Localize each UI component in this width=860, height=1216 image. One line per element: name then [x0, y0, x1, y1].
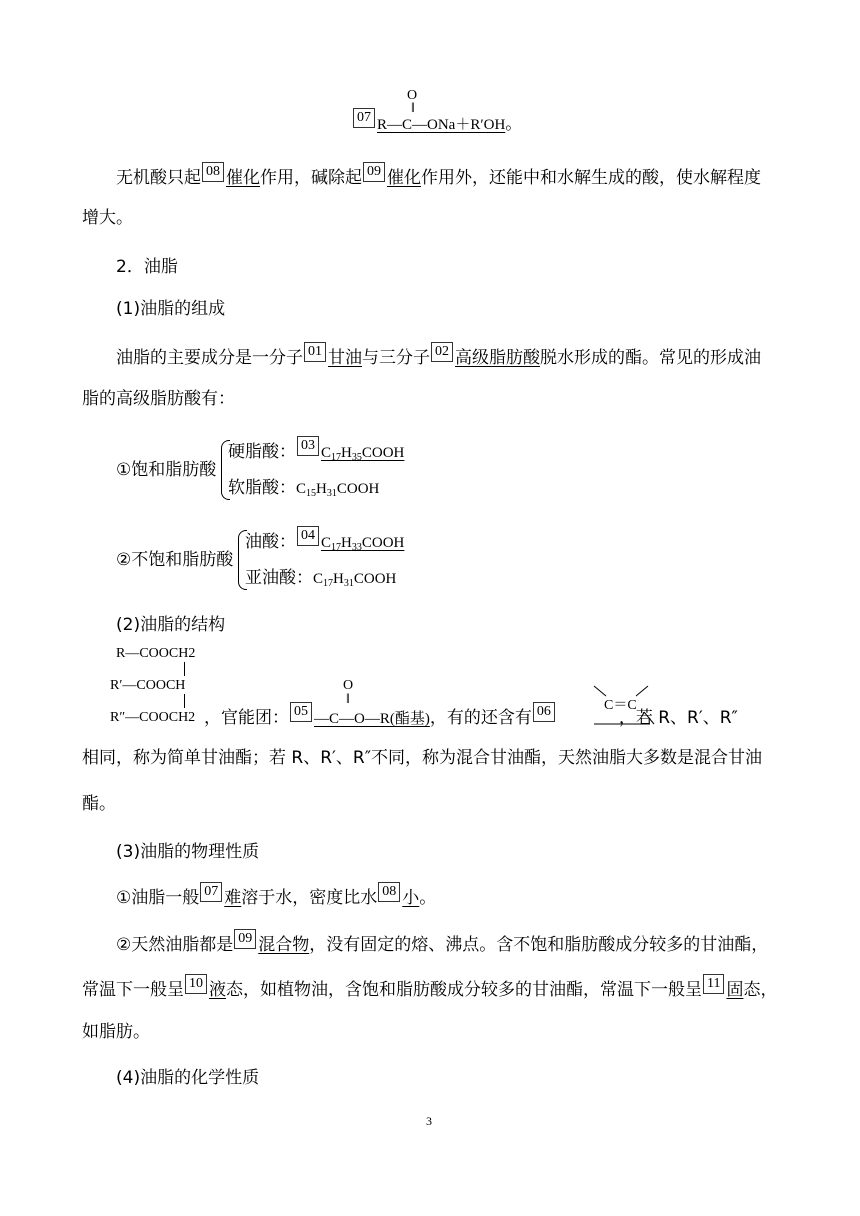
text: 态，如植物油，含饱和脂肪酸成分较多的甘油酯，常温下一般呈 — [226, 980, 702, 1000]
unsaturated-label: ②不饱和脂肪酸 — [116, 550, 234, 570]
stearic-acid-formula: $C_{17}H_{35}COOH$ — [321, 445, 405, 463]
text: 常温下一般呈 — [82, 980, 184, 1000]
oleic-acid-line — [245, 530, 404, 555]
paragraph-line — [116, 886, 436, 910]
answer-box: 11 — [703, 974, 724, 994]
paragraph-line: 如脂肪。 — [82, 1022, 150, 1042]
answer-box: 05 — [290, 702, 312, 722]
text: 作用外，还能中和水解生成的酸，使水解程度 — [421, 168, 761, 188]
answer-text: 固 — [726, 980, 744, 1000]
text: ①油脂一般 — [116, 888, 200, 908]
answer-box: 03 — [297, 436, 319, 456]
answer-box: 07 — [200, 882, 222, 902]
formula-double-bond: ‖ — [411, 101, 415, 116]
palmitic-acid-line — [228, 476, 379, 501]
text: 与三分子 — [362, 348, 430, 368]
answer-box: 06 — [533, 702, 555, 722]
paragraph-line: 增大。 — [82, 208, 133, 228]
glyceride-row-3: R″—COOCH2 — [110, 710, 196, 725]
stearic-acid-line — [228, 440, 404, 465]
oleic-acid-formula: $C_{17}H_{33}COOH$ — [321, 535, 405, 553]
stearic-acid-label: 硬脂酸： — [228, 442, 296, 462]
text: 脱水形成的酯。常见的形成油 — [540, 348, 761, 368]
section-heading: 2．油脂 — [116, 257, 178, 277]
answer-text: 催化 — [387, 168, 421, 188]
oleic-acid-label: 油酸： — [245, 532, 296, 552]
formula-saponification-product: R—C—ONa＋R′OH — [377, 117, 506, 133]
paragraph-line — [116, 346, 761, 370]
paragraph-line: 酯。 — [82, 794, 116, 814]
bond — [184, 662, 185, 676]
paragraph-line — [116, 166, 761, 190]
answer-box: 09 — [234, 929, 256, 949]
answer-box: 10 — [185, 974, 207, 994]
text: ，没有固定的熔、沸点。含不饱和脂肪酸成分较多的甘油酯， — [309, 935, 769, 955]
linoleic-acid-formula: $C_{17}H_{31}COOH$ — [313, 571, 397, 589]
page-number: 3 — [426, 1114, 432, 1128]
answer-box: 07 — [353, 108, 375, 128]
palmitic-acid-formula: $C_{15}H_{31}COOH$ — [296, 481, 380, 499]
top-formula — [352, 112, 522, 137]
ester-double-bond: ‖ — [346, 692, 350, 707]
subsection-heading: (3)油脂的物理性质 — [116, 842, 260, 862]
ester-o-atom: O — [343, 678, 354, 693]
paragraph-line: 相同，称为简单甘油酯；若 R、R′、R″不同，称为混合甘油酯，天然油脂大多数是混合甘油 — [82, 748, 763, 768]
saturated-label: ①饱和脂肪酸 — [116, 460, 217, 480]
answer-box: 01 — [304, 342, 326, 362]
subsection-heading: (4)油脂的化学性质 — [116, 1068, 260, 1088]
answer-box: 02 — [431, 342, 453, 362]
text: 作用，碱除起 — [260, 168, 362, 188]
text: ，官能团： — [204, 708, 289, 728]
answer-box: 08 — [202, 162, 224, 182]
structure-line — [204, 706, 738, 731]
formula-o-atom: O — [407, 88, 418, 103]
text: 溶于水，密度比水 — [241, 888, 378, 908]
text: ，有的还含有 — [429, 708, 532, 728]
answer-text: 甘油 — [328, 348, 362, 368]
bond — [184, 694, 185, 708]
answer-box: 08 — [378, 882, 400, 902]
paragraph-line — [82, 978, 777, 1002]
paragraph-line — [116, 933, 768, 957]
text: 无机酸只起 — [116, 168, 201, 188]
answer-text: 高级脂肪酸 — [455, 348, 540, 368]
answer-text: 液 — [209, 980, 226, 1000]
glyceride-row-2: R′—COOCH — [110, 678, 186, 693]
text: 态， — [743, 980, 778, 1000]
answer-text: 小 — [402, 888, 420, 908]
linoleic-acid-line — [245, 566, 396, 591]
answer-text: 催化 — [226, 168, 260, 188]
alkene-cc: C＝C — [604, 698, 637, 713]
answer-box: 09 — [363, 162, 385, 182]
answer-text: 混合物 — [258, 935, 310, 955]
answer-box: 04 — [297, 526, 319, 546]
subsection-heading: (2)油脂的结构 — [116, 615, 226, 635]
text: ②天然油脂都是 — [116, 935, 234, 955]
subsection-heading: (1)油脂的组成 — [116, 299, 226, 319]
text: 。 — [419, 888, 437, 908]
answer-text: 难 — [224, 888, 242, 908]
text: ，若 R、R′、R″ — [618, 708, 738, 728]
ester-group: —C—O—R(酯基) — [314, 711, 430, 727]
period: 。 — [505, 114, 523, 134]
paragraph-line: 脂的高级脂肪酸有： — [82, 389, 235, 409]
glyceride-row-1: R—COOCH2 — [116, 646, 196, 661]
palmitic-acid-label: 软脂酸： — [228, 478, 296, 498]
linoleic-acid-label: 亚油酸： — [245, 568, 313, 588]
text: 油脂的主要成分是一分子 — [116, 348, 303, 368]
